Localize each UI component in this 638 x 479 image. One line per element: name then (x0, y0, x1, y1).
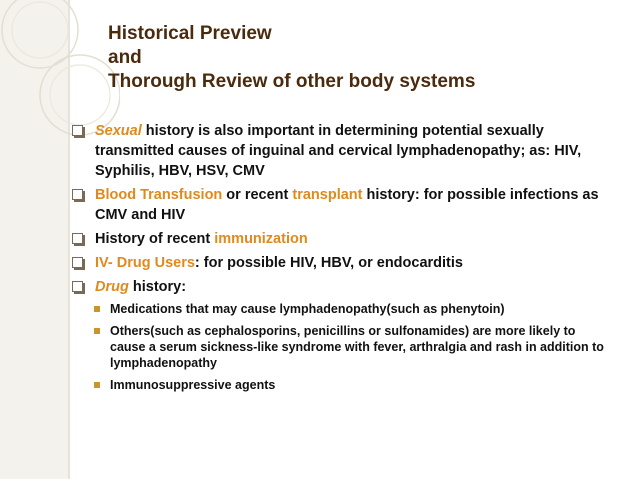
title-line-2: and (108, 47, 142, 68)
highlight-iv-drug-users: IV- Drug Users (95, 255, 195, 271)
bullet-list (70, 121, 610, 399)
subbullet-text: Immunosuppressive agents (110, 378, 276, 392)
bullet-text: : for possible HIV, HBV, or endocarditis (194, 255, 463, 271)
bullet-text: history: (128, 279, 187, 295)
subbullet-others (94, 323, 610, 371)
bullet-text: or recent (222, 187, 293, 203)
checkbox-bullet-icon (72, 125, 83, 136)
checkbox-bullet-icon (72, 257, 83, 268)
bullet-sexual-history (70, 121, 610, 181)
bullet-immunization (70, 229, 610, 249)
bullet-drug-history (70, 277, 610, 297)
decorative-circles (0, 0, 120, 140)
bullet-text: history is also important in determining potential sexually transmitted causes of inguinal and cervical lymphadenopathy; as: HIV, Syphilis, HBV, HSV, CMV (95, 123, 582, 179)
title-line-1: Historical Preview (108, 23, 272, 44)
square-bullet-icon (94, 306, 100, 312)
subbullet-text: Medications that may cause lymphadenopathy(such as phenytoin) (110, 302, 505, 316)
slide-title (108, 22, 475, 94)
subbullet-immunosuppressive (94, 377, 610, 393)
highlight-drug: Drug (95, 279, 129, 295)
title-line-3: Thorough Review of other body systems (108, 71, 476, 92)
bullet-text: history: for possible infections as CMV and HIV (95, 187, 599, 223)
highlight-sexual: Sexual (95, 123, 142, 139)
checkbox-bullet-icon (72, 281, 83, 292)
square-bullet-icon (94, 382, 100, 388)
subbullet-text: Others(such as cephalosporins, penicillins or sulfonamides) are more likely to cause a serum sickness-like syndrome with fever, arthralgia and rash in addition to lymphadenopathy (110, 324, 604, 370)
square-bullet-icon (94, 328, 100, 334)
bullet-text: History of recent (95, 231, 215, 247)
checkbox-bullet-icon (72, 189, 83, 200)
subbullet-medications (94, 301, 610, 317)
highlight-blood-transfusion: Blood Transfusion (95, 187, 223, 203)
checkbox-bullet-icon (72, 233, 83, 244)
highlight-immunization: immunization (214, 231, 308, 247)
bullet-blood-transfusion (70, 185, 610, 225)
highlight-transplant: transplant (292, 187, 363, 203)
bullet-iv-drug-users (70, 253, 610, 273)
